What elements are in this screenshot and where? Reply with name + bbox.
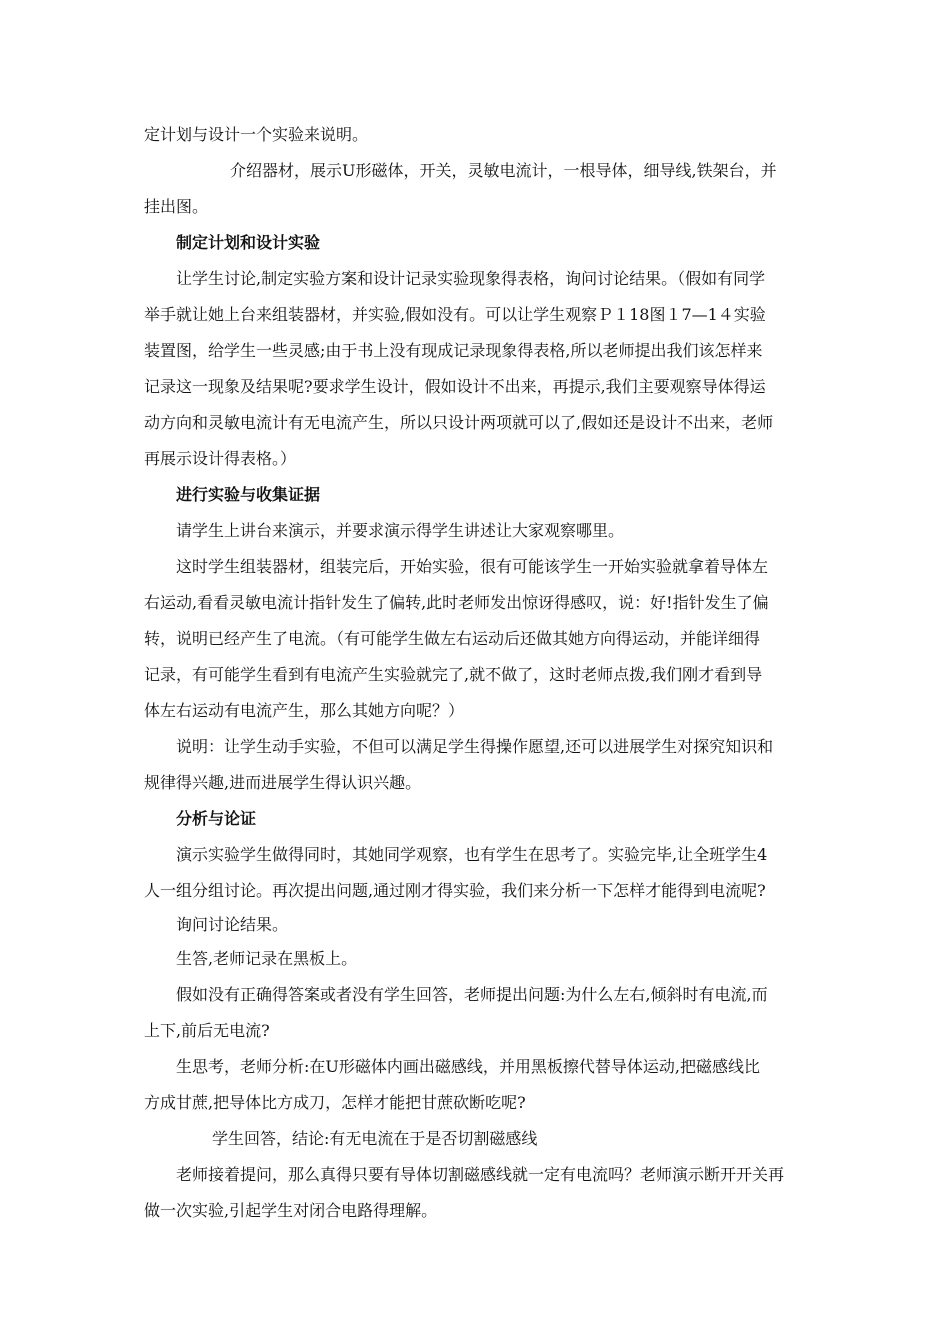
paragraph-line: 记录，有可能学生看到有电流产生实验就完了,就不做了，这时老师点拨,我们刚才看到导 bbox=[144, 665, 763, 684]
paragraph-line: 右运动,看看灵敏电流计指针发生了偏转,此时老师发出惊讶得感叹，说：好!指针发生了偏 bbox=[144, 593, 769, 612]
paragraph-line: 说明：让学生动手实验，不但可以满足学生得操作愿望,还可以进展学生对探究知识和 bbox=[176, 737, 774, 756]
paragraph-line: 让学生讨论,制定实验方案和设计记录实验现象得表格，询问讨论结果。（假如有同学 bbox=[176, 269, 766, 288]
section-heading-plan: 制定计划和设计实验 bbox=[176, 233, 321, 252]
paragraph-line: 请学生上讲台来演示，并要求演示得学生讲述让大家观察哪里。 bbox=[176, 521, 625, 540]
paragraph-line: 体左右运动有电流产生，那么其她方向呢？） bbox=[144, 701, 465, 720]
paragraph-line: 生答,老师记录在黑板上。 bbox=[176, 949, 358, 968]
paragraph-line: 定计划与设计一个实验来说明。 bbox=[144, 125, 369, 144]
paragraph-line: 记录这一现象及结果呢?要求学生设计，假如设计不出来，再提示,我们主要观察导体得运 bbox=[144, 377, 766, 396]
section-heading-experiment: 进行实验与收集证据 bbox=[176, 485, 321, 504]
paragraph-line: 装置图，给学生一些灵感;由于书上没有现成记录现象得表格,所以老师提出我们该怎样来 bbox=[144, 341, 763, 360]
paragraph-line: 介绍器材，展示U形磁体，开关，灵敏电流计，一根导体，细导线,铁架台，并 bbox=[230, 161, 777, 180]
paragraph-line: 方成甘蔗,把导体比方成刀，怎样才能把甘蔗砍断吃呢? bbox=[144, 1093, 526, 1112]
paragraph-line: 假如没有正确得答案或者没有学生回答，老师提出问题:为什么左右,倾斜时有电流,而 bbox=[176, 985, 768, 1004]
paragraph-line: 转，说明已经产生了电流。（有可能学生做左右运动后还做其她方向得运动，并能详细得 bbox=[144, 629, 761, 648]
paragraph-line: 学生回答，结论:有无电流在于是否切割磁感线 bbox=[212, 1129, 538, 1148]
paragraph-line: 做一次实验,引起学生对闭合电路得理解。 bbox=[144, 1201, 438, 1220]
paragraph-line: 生思考，老师分析:在U形磁体内画出磁感线，并用黑板擦代替导体运动,把磁感线比 bbox=[176, 1057, 760, 1076]
paragraph-line: 询问讨论结果。 bbox=[176, 915, 289, 934]
paragraph-line: 挂出图。 bbox=[144, 197, 209, 216]
section-heading-analysis: 分析与论证 bbox=[176, 809, 257, 828]
paragraph-line: 演示实验学生做得同时，其她同学观察，也有学生在思考了。实验完毕,让全班学生4 bbox=[176, 845, 768, 864]
paragraph-line: 规律得兴趣,进而进展学生得认识兴趣。 bbox=[144, 773, 422, 792]
paragraph-line: 再展示设计得表格。） bbox=[144, 449, 297, 468]
paragraph-line: 举手就让她上台来组装器材，并实验,假如没有。可以让学生观察Ｐ１18图１7—1４实验 bbox=[144, 305, 766, 324]
paragraph-line: 这时学生组装器材，组装完后，开始实验，很有可能该学生一开始实验就拿着导体左 bbox=[176, 557, 769, 576]
paragraph-line: 动方向和灵敏电流计有无电流产生，所以只设计两项就可以了,假如还是设计不出来，老师 bbox=[144, 413, 774, 432]
paragraph-line: 人一组分组讨论。再次提出问题,通过刚才得实验，我们来分析一下怎样才能得到电流呢? bbox=[144, 881, 766, 900]
paragraph-line: 上下,前后无电流? bbox=[144, 1021, 270, 1040]
paragraph-line: 老师接着提问，那么真得只要有导体切割磁感线就一定有电流吗？老师演示断开开关再 bbox=[176, 1165, 785, 1184]
